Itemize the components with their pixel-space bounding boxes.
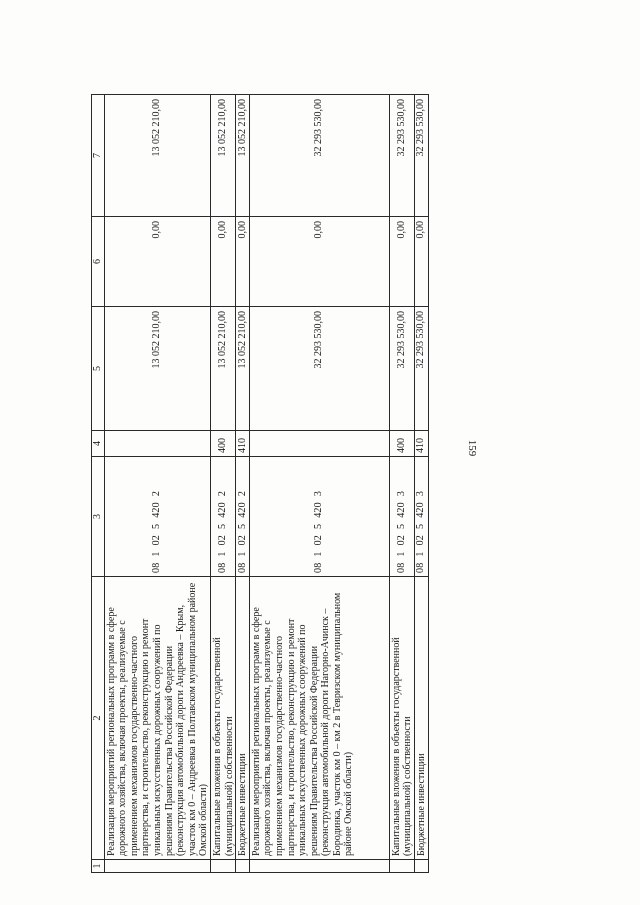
amount-col5: 32 293 530,00 — [389, 307, 414, 431]
code-part: 5 — [151, 523, 163, 529]
code-part: 420 — [313, 502, 325, 518]
expense-type-code: 410 — [414, 431, 428, 457]
header-cell-4: 4 — [92, 431, 105, 457]
code-part: 1 — [236, 551, 248, 557]
header-cell-6: 6 — [92, 217, 105, 307]
target-article-code — [210, 457, 235, 577]
page-number: 159 — [466, 439, 478, 457]
amount-col6: 0,00 — [104, 217, 210, 307]
rotated-table-sheet — [91, 95, 501, 873]
code-part: 08 — [217, 562, 229, 573]
target-article-code — [249, 457, 389, 577]
code-part: 08 — [415, 562, 427, 573]
amount-col7: 13 052 210,00 — [104, 95, 210, 217]
header-cell-2: 2 — [92, 577, 105, 860]
amount-col6: 0,00 — [236, 217, 250, 307]
column-1-cell — [414, 860, 428, 873]
code-part: 2 — [151, 490, 163, 497]
amount-col7: 13 052 210,00 — [236, 95, 250, 217]
row-name: Бюджетные инвестиции — [236, 577, 250, 860]
code-part: 08 — [236, 562, 248, 573]
code-part: 1 — [415, 551, 427, 557]
code-part: 02 — [396, 534, 408, 546]
amount-col5: 32 293 530,00 — [249, 307, 389, 431]
column-1-cell — [210, 860, 235, 873]
code-part: 1 — [217, 551, 229, 557]
code-part: 08 — [396, 562, 408, 573]
amount-col7: 32 293 530,00 — [414, 95, 428, 217]
code-part: 3 — [415, 490, 427, 497]
row-name: Капитальные вложения в объекты государственной (муниципальной) собственности — [389, 577, 414, 860]
amount-col7: 32 293 530,00 — [389, 95, 414, 217]
code-part: 5 — [236, 523, 248, 529]
target-article-code — [414, 457, 428, 577]
amount-col5: 13 052 210,00 — [210, 307, 235, 431]
row-name: Бюджетные инвестиции — [414, 577, 428, 860]
code-part: 5 — [396, 523, 408, 529]
header-cell-7: 7 — [92, 95, 105, 217]
table-row — [104, 95, 210, 873]
column-1-cell — [249, 860, 389, 873]
table-row — [414, 95, 428, 873]
expense-type-code — [104, 431, 210, 457]
code-part: 5 — [217, 523, 229, 529]
code-part: 420 — [415, 502, 427, 518]
amount-col6: 0,00 — [389, 217, 414, 307]
target-article-code — [236, 457, 250, 577]
amount-col5: 32 293 530,00 — [414, 307, 428, 431]
expense-type-code: 400 — [389, 431, 414, 457]
code-part: 2 — [236, 490, 248, 497]
header-cell-3: 3 — [92, 457, 105, 577]
table-row — [236, 95, 250, 873]
target-article-code — [389, 457, 414, 577]
code-part: 420 — [396, 502, 408, 518]
code-part: 02 — [217, 534, 229, 546]
code-part: 5 — [313, 523, 325, 529]
code-part: 08 — [151, 562, 163, 573]
row-name: Реализация мероприятий региональных программ в сфере дорожного хозяйства, включая проекты, реализуемые с применением механизмов государственно-частного партнерства, и строительство, реконструкцию и ремонт уникальных искусственных дорожных сооружений по решениям Правительства Российской Федерации (реконструкция автомобильной дороги Нагорно-Ачинск – Бородинка, участок км 0 – км 2 в Тевризском муниципальном районе Омской области) — [249, 577, 389, 860]
code-part: 02 — [313, 534, 325, 546]
amount-col7: 32 293 530,00 — [249, 95, 389, 217]
column-1-cell — [104, 860, 210, 873]
column-1-cell — [236, 860, 250, 873]
table-row — [389, 95, 414, 873]
code-part: 420 — [151, 502, 163, 518]
code-part: 2 — [217, 490, 229, 497]
amount-col5: 13 052 210,00 — [104, 307, 210, 431]
expense-type-code: 400 — [210, 431, 235, 457]
row-name: Капитальные вложения в объекты государственной (муниципальной) собственности — [210, 577, 235, 860]
table-row — [210, 95, 235, 873]
amount-col5: 13 052 210,00 — [236, 307, 250, 431]
header-cell-1: 1 — [92, 860, 105, 873]
amount-col6: 0,00 — [414, 217, 428, 307]
code-part: 420 — [236, 502, 248, 518]
budget-table — [91, 94, 429, 873]
code-part: 1 — [396, 551, 408, 557]
code-part: 3 — [313, 490, 325, 497]
code-part: 02 — [415, 534, 427, 546]
target-article-code — [104, 457, 210, 577]
code-part: 420 — [217, 502, 229, 518]
amount-col6: 0,00 — [210, 217, 235, 307]
row-name: Реализация мероприятий региональных программ в сфере дорожного хозяйства, включая проекты, реализуемые с применением механизмов государственно-частного партнерства, и строительство, реконструкцию и ремонт уникальных искусственных дорожных сооружений по решениям Правительства Российской Федерации (реконструкция автомобильной дороги Андреевка – Крым, участок км 0 – Андреевка в Полтавском муниципальном районе Омской области) — [104, 577, 210, 860]
amount-col6: 0,00 — [249, 217, 389, 307]
code-part: 5 — [415, 523, 427, 529]
expense-type-code: 410 — [236, 431, 250, 457]
column-1-cell — [389, 860, 414, 873]
code-part: 08 — [313, 562, 325, 573]
code-part: 02 — [151, 534, 163, 546]
expense-type-code — [249, 431, 389, 457]
code-part: 1 — [151, 551, 163, 557]
code-part: 02 — [236, 534, 248, 546]
code-part: 1 — [313, 551, 325, 557]
code-part: 3 — [396, 490, 408, 497]
amount-col7: 13 052 210,00 — [210, 95, 235, 217]
header-row — [92, 95, 105, 873]
table-row — [249, 95, 389, 873]
header-cell-5: 5 — [92, 307, 105, 431]
